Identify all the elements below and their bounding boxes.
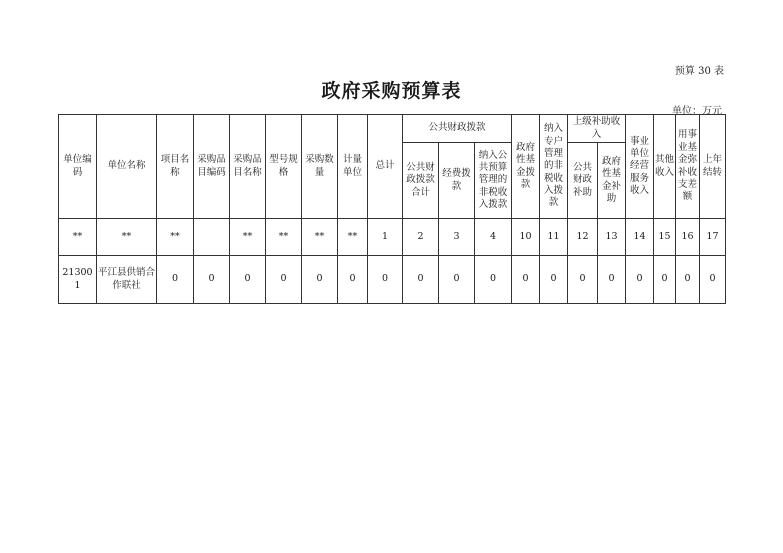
code-cell: 16 [676,219,700,256]
procurement-budget-table [58,114,726,304]
header-quantity: 采购数量 [302,115,338,219]
header-other-income: 其他收入 [654,115,676,219]
table-cell: 平江县供销合作联社 [97,256,157,304]
code-cell: ** [59,219,97,256]
table-cell: 213001 [59,256,97,304]
header-total: 总计 [368,115,403,219]
code-cell: ** [266,219,302,256]
header-superior-subsidy: 上级补助收入 [568,115,626,143]
page-title: 政府采购预算表 [321,80,462,102]
header-superior-gov-fund: 政府性基金补助 [598,143,626,219]
table-cell: 0 [338,256,368,304]
header-fund-gap: 用事业基金弥补收支差额 [676,115,700,219]
table-cell: 0 [598,256,626,304]
code-cell: ** [230,219,266,256]
code-cell: ** [302,219,338,256]
header-gov-fund: 政府性基金拨款 [512,115,540,219]
code-cell: 11 [540,219,568,256]
code-cell: 2 [403,219,439,256]
code-cell: 15 [654,219,676,256]
header-project-name: 项目名称 [157,115,194,219]
code-cell: 1 [368,219,403,256]
table-cell: 0 [654,256,676,304]
code-cell: 4 [475,219,512,256]
table-cell: 0 [266,256,302,304]
header-carryover: 上年结转 [700,115,726,219]
code-cell: 17 [700,219,726,256]
header-non-tax-public-budget: 纳入公共预算管理的非税收入拨款 [475,143,512,219]
table-cell: 0 [568,256,598,304]
header-item-name: 采购品目名称 [230,115,266,219]
column-code-row [59,219,726,256]
code-cell: 12 [568,219,598,256]
table-cell: 0 [230,256,266,304]
table-cell: 0 [194,256,230,304]
code-cell: 14 [626,219,654,256]
table-cell: 0 [368,256,403,304]
code-cell: 3 [439,219,475,256]
code-cell: ** [157,219,194,256]
table-cell: 0 [512,256,540,304]
table-cell: 0 [676,256,700,304]
table-cell: 0 [403,256,439,304]
header-unit-name: 单位名称 [97,115,157,219]
table-cell: 0 [439,256,475,304]
header-superior-public-fiscal: 公共财政补助 [568,143,598,219]
code-cell: 13 [598,219,626,256]
table-cell: 0 [540,256,568,304]
header-spec: 型号规格 [266,115,302,219]
header-business-income: 事业单位经营服务收入 [626,115,654,219]
table-cell: 0 [302,256,338,304]
table-cell: 0 [157,256,194,304]
code-cell: ** [97,219,157,256]
table-cell: 0 [626,256,654,304]
table-row [59,256,726,304]
header-public-fiscal: 公共财政拨款 [403,115,512,143]
header-measure-unit: 计量单位 [338,115,368,219]
header-fee-allocation: 经费拨款 [439,143,475,219]
code-cell: ** [338,219,368,256]
table-number: 预算 30 表 [674,66,724,77]
header-unit-code: 单位编码 [59,115,97,219]
unit-label: 单位：万元 [672,106,722,117]
header-item-code: 采购品目编码 [194,115,230,219]
code-cell [194,219,230,256]
header-non-tax-special: 纳入专户管理的非税收入拨款 [540,115,568,219]
header-public-fiscal-total: 公共财政拨款合计 [403,143,439,219]
table-cell: 0 [700,256,726,304]
code-cell: 10 [512,219,540,256]
table-cell: 0 [475,256,512,304]
